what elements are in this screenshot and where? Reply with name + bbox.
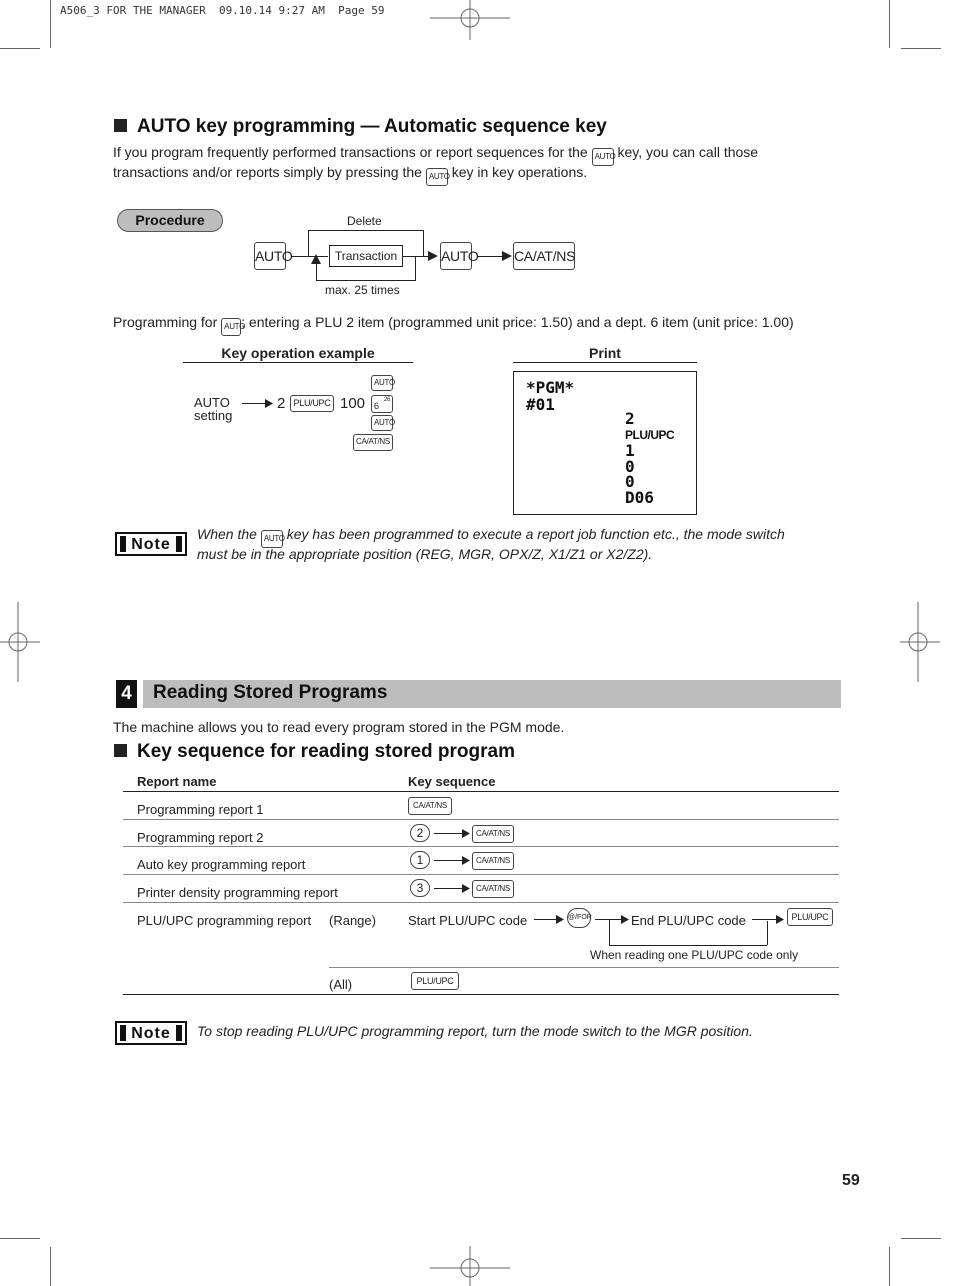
all-label: (All): [329, 977, 353, 992]
plu-upc-key: PLU/UPC: [411, 972, 459, 990]
col-key-sequence: Key sequence: [408, 774, 496, 789]
key-operation-header: Key operation example: [221, 345, 375, 361]
arrow-right-icon: [502, 251, 512, 261]
arrow-right-icon: [462, 829, 470, 838]
auto-intro-line1: If you program frequently performed transactions or report sequences for the AUTO key, you can call those: [113, 142, 758, 164]
range-label: (Range): [329, 913, 376, 928]
section-number: 4: [116, 680, 137, 708]
note-badge: Note: [115, 1021, 187, 1045]
receipt-print: [513, 371, 697, 515]
registration-mark-left: [0, 602, 40, 682]
square-bullet-icon: [114, 744, 127, 757]
arrow-right-icon: [462, 856, 470, 865]
receipt-line: 0: [625, 472, 635, 491]
receipt-line: PLU/UPC: [625, 428, 675, 442]
report-name: Printer density programming report: [137, 885, 338, 900]
ca-at-ns-key: CA/AT/NS: [472, 825, 514, 843]
digit-100: 100: [340, 395, 366, 412]
print-slug: A506_3 FOR THE MANAGER 09.10.14 9:27 AM Page 59: [60, 4, 385, 17]
registration-mark-bottom: [430, 1246, 510, 1286]
ca-at-ns-key: CA/AT/NS: [408, 797, 452, 815]
programming-for-line: Programming for AUTO; entering a PLU 2 item (programmed unit price: 1.50) and a dept. 6 item (unit price: 1.00): [113, 312, 794, 334]
receipt-line: *PGM*: [526, 378, 575, 397]
auto-label: AUTO: [194, 395, 230, 410]
ca-at-ns-key: CA/AT/NS: [353, 434, 393, 451]
auto-key: AUTO: [440, 242, 472, 270]
dept-6-key: 26 6: [371, 395, 393, 413]
max-label: max. 25 times: [325, 283, 400, 297]
arrow-right-icon: [428, 251, 438, 261]
note-badge: Note: [115, 532, 187, 556]
end-code-label: End PLU/UPC code: [631, 913, 746, 928]
procedure-badge: Procedure: [117, 209, 223, 232]
auto-key-icon: AUTO: [426, 168, 448, 186]
registration-mark-right: [900, 602, 940, 682]
ca-at-ns-key: CA/AT/NS: [472, 852, 514, 870]
delete-label: Delete: [347, 214, 382, 228]
auto-intro-line2: transactions and/or reports simply by pressing the AUTO key in key operations.: [113, 162, 587, 184]
square-bullet-icon: [114, 119, 127, 132]
auto-key-icon: AUTO: [592, 148, 614, 166]
arrow-right-icon: [556, 915, 564, 924]
report-name: Programming report 2: [137, 830, 264, 845]
digit-key: 1: [410, 851, 430, 869]
arrow-right-icon: [621, 915, 629, 924]
report-name: Programming report 1: [137, 802, 264, 817]
auto-key: AUTO: [371, 415, 393, 431]
report-name: Auto key programming report: [137, 857, 306, 872]
section-title: Reading Stored Programs: [153, 682, 388, 703]
reading-subtitle: Key sequence for reading stored program: [114, 741, 515, 763]
digit-key: 3: [410, 879, 430, 897]
arrow-right-icon: [462, 884, 470, 893]
setting-label: setting: [194, 408, 233, 423]
reading-intro: The machine allows you to read every program stored in the PGM mode.: [113, 719, 565, 735]
receipt-line: 2: [625, 409, 635, 428]
receipt-line: 1: [625, 441, 635, 460]
arrow-up-icon: [311, 254, 321, 264]
note-text-line2: must be in the appropriate position (REG, MGR, OPX/Z, X1/Z1 or X2/Z2).: [197, 546, 653, 562]
note-text-line1: When the AUTO key has been programmed to execute a report job function etc., the mode switch: [197, 524, 785, 546]
ca-at-ns-key: CA/AT/NS: [513, 242, 575, 270]
start-code-label: Start PLU/UPC code: [408, 913, 528, 928]
ca-at-ns-key: CA/AT/NS: [472, 880, 514, 898]
auto-key-icon: AUTO: [261, 530, 283, 548]
plu-upc-key: PLU/UPC: [290, 395, 334, 412]
page-number: 59: [842, 1172, 860, 1189]
receipt-line: #01: [526, 395, 555, 414]
auto-key: AUTO: [371, 375, 393, 391]
section-bar: [143, 680, 841, 708]
digit-2: 2: [277, 395, 286, 412]
col-report-name: Report name: [137, 774, 217, 789]
registration-mark-top: [430, 0, 510, 40]
arrow-right-icon: [265, 399, 273, 408]
receipt-line: 0: [625, 457, 635, 476]
arrow-right-icon: [776, 915, 784, 924]
for-key: @/FOR: [567, 908, 591, 928]
print-header: Print: [589, 345, 621, 361]
receipt-line: D06: [625, 488, 654, 507]
plu-upc-key: PLU/UPC: [787, 908, 833, 926]
report-name: PLU/UPC programming report: [137, 913, 312, 928]
one-code-only-label: When reading one PLU/UPC code only: [590, 948, 799, 962]
transaction-box: Transaction: [329, 245, 403, 267]
digit-key: 2: [410, 824, 430, 842]
auto-key: AUTO: [254, 242, 286, 270]
auto-section-title: AUTO key programming — Automatic sequence key: [114, 116, 607, 138]
auto-key-icon: AUTO: [221, 318, 241, 336]
note-text: To stop reading PLU/UPC programming report, turn the mode switch to the MGR position.: [197, 1023, 753, 1039]
